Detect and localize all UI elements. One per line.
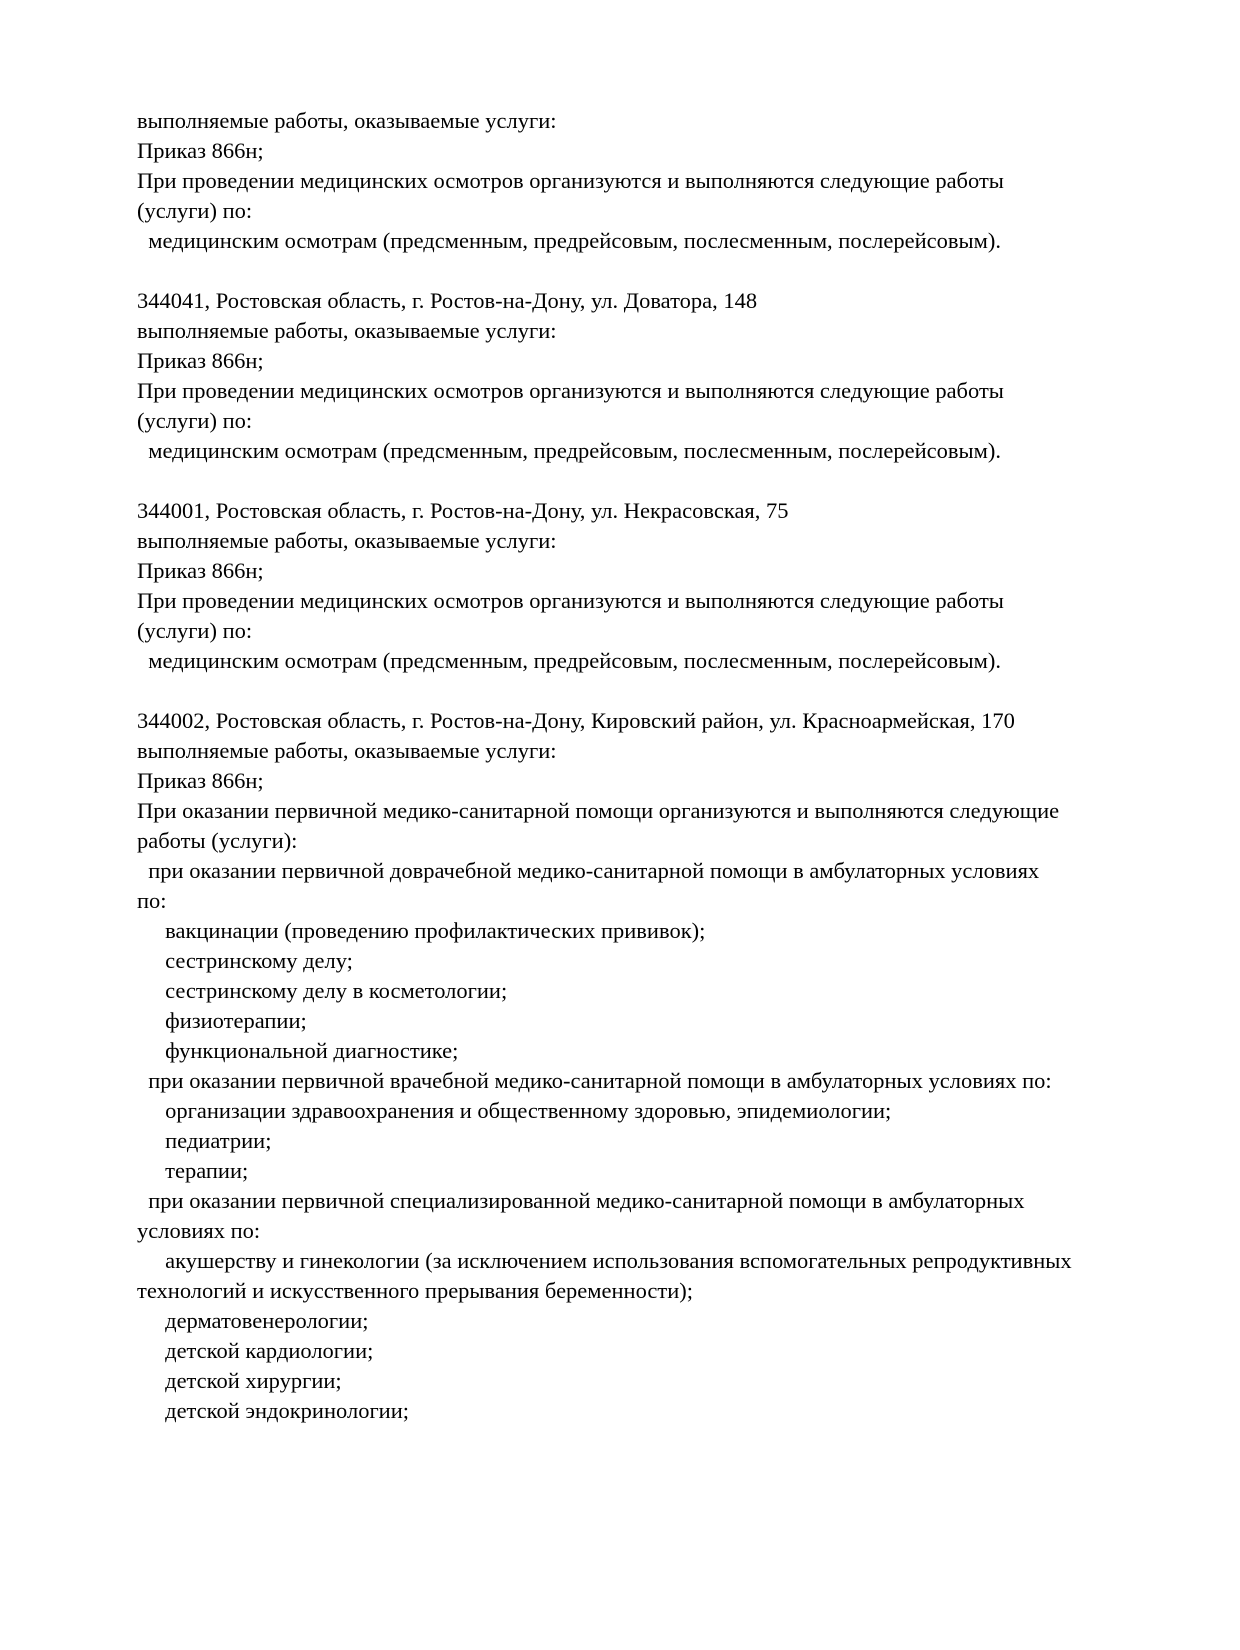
text-line: выполняемые работы, оказываемые услуги: — [137, 108, 557, 133]
document-text — [137, 106, 1200, 1426]
text-line: Приказ 866н; — [137, 558, 264, 583]
text-line: условиях по: — [137, 1218, 261, 1243]
text-line: Приказ 866н; — [137, 768, 264, 793]
text-line: (услуги) по: — [137, 198, 253, 223]
text-line: при оказании первичной специализированной медико-санитарной помощи в амбулаторных — [137, 1188, 1025, 1213]
text-line: детской эндокринологии; — [137, 1398, 410, 1423]
text-line: функциональной диагностике; — [137, 1038, 459, 1063]
text-line: физиотерапии; — [137, 1008, 307, 1033]
text-line: медицинским осмотрам (предсменным, предрейсовым, послесменным, послерейсовым). — [137, 648, 1001, 673]
text-line: детской кардиологии; — [137, 1338, 374, 1363]
text-line: по: — [137, 888, 167, 913]
text-line: 344002, Ростовская область, г. Ростов-на-Дону, Кировский район, ул. Красноармейская, 170 — [137, 708, 1015, 733]
text-line: (услуги) по: — [137, 408, 253, 433]
text-line: выполняемые работы, оказываемые услуги: — [137, 318, 557, 343]
text-line: 344041, Ростовская область, г. Ростов-на-Дону, ул. Доватора, 148 — [137, 288, 758, 313]
text-line: при оказании первичной доврачебной медико-санитарной помощи в амбулаторных условиях — [137, 858, 1040, 883]
text-line: педиатрии; — [137, 1128, 272, 1153]
text-line: вакцинации (проведению профилактических прививок); — [137, 918, 706, 943]
text-line: Приказ 866н; — [137, 348, 264, 373]
text-line: Приказ 866н; — [137, 138, 264, 163]
address-block-344001-nekrasovskaya — [137, 496, 1200, 676]
address-block-344041-dovatora — [137, 286, 1200, 466]
text-line: сестринскому делу в косметологии; — [137, 978, 508, 1003]
text-line: При проведении медицинских осмотров организуются и выполняются следующие работы — [137, 588, 1004, 613]
text-line: медицинским осмотрам (предсменным, предрейсовым, послесменным, послерейсовым). — [137, 438, 1001, 463]
text-line: дерматовенерологии; — [137, 1308, 369, 1333]
text-line: При оказании первичной медико-санитарной помощи организуются и выполняются следующие — [137, 798, 1060, 823]
text-line: терапии; — [137, 1158, 249, 1183]
text-line: 344001, Ростовская область, г. Ростов-на-Дону, ул. Некрасовская, 75 — [137, 498, 789, 523]
text-line: технологий и искусственного прерывания беременности); — [137, 1278, 694, 1303]
text-line: выполняемые работы, оказываемые услуги: — [137, 738, 557, 763]
text-line: детской хирургии; — [137, 1368, 342, 1393]
text-line: При проведении медицинских осмотров организуются и выполняются следующие работы — [137, 378, 1004, 403]
works-services-block-intro — [137, 106, 1200, 256]
text-line: медицинским осмотрам (предсменным, предрейсовым, послесменным, послерейсовым). — [137, 228, 1001, 253]
text-line: акушерству и гинекологии (за исключением использования вспомогательных репродуктивных — [137, 1248, 1072, 1273]
text-line: работы (услуги): — [137, 828, 298, 853]
text-line: выполняемые работы, оказываемые услуги: — [137, 528, 557, 553]
text-line: организации здравоохранения и общественному здоровью, эпидемиологии; — [137, 1098, 892, 1123]
address-block-344002-krasnoarmeyskaya — [137, 706, 1200, 1426]
text-line: сестринскому делу; — [137, 948, 353, 973]
text-line: При проведении медицинских осмотров организуются и выполняются следующие работы — [137, 168, 1004, 193]
text-line: (услуги) по: — [137, 618, 253, 643]
text-line: при оказании первичной врачебной медико-санитарной помощи в амбулаторных условиях по: — [137, 1068, 1052, 1093]
